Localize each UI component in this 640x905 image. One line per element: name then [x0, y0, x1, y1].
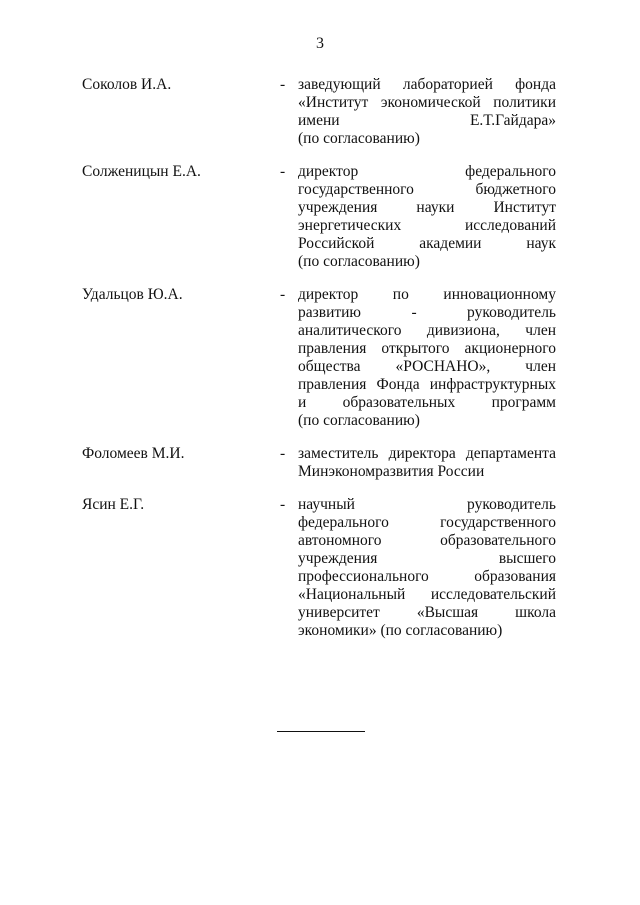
- position-text-line: директор по инновационному: [298, 286, 556, 303]
- position-text-line: университет «Высшая школа: [298, 604, 556, 621]
- member-name: Удальцов Ю.А.: [82, 286, 183, 303]
- position-text-line: (по согласованию): [298, 130, 420, 147]
- member-position: [298, 286, 556, 430]
- member-name: Соколов И.А.: [82, 76, 172, 93]
- position-text-line: Минэкономразвития России: [298, 463, 485, 480]
- position-text-line: учреждения науки Институт: [298, 199, 556, 216]
- position-text-line: (по согласованию): [298, 253, 420, 270]
- position-text-line: «Национальный исследовательский: [298, 586, 556, 603]
- member-name: Солженицын Е.А.: [82, 163, 201, 180]
- position-text-line: заведующий лабораторией фонда: [298, 76, 556, 93]
- member-position: [298, 76, 556, 148]
- member-name: Фоломеев М.И.: [82, 445, 185, 462]
- entry-dash: -: [280, 76, 286, 93]
- roster-entry: [82, 445, 560, 481]
- position-text-line: государственного бюджетного: [298, 181, 556, 198]
- position-text-line: директор федерального: [298, 163, 556, 180]
- member-roster: [82, 76, 560, 655]
- position-text-line: заместитель директора департамента: [298, 445, 556, 462]
- position-text-line: аналитического дивизиона, член: [298, 322, 556, 339]
- position-text-line: правления Фонда инфраструктурных: [298, 376, 556, 393]
- position-text-line: федерального государственного: [298, 514, 556, 531]
- position-text-line: энергетических исследований: [298, 217, 556, 234]
- entry-dash: -: [280, 163, 286, 180]
- roster-entry: [82, 76, 560, 148]
- position-text-line: автономного образовательного: [298, 532, 556, 549]
- roster-entry: [82, 286, 560, 430]
- member-name: Ясин Е.Г.: [82, 496, 145, 513]
- position-text-line: (по согласованию): [298, 412, 420, 429]
- entry-dash: -: [280, 286, 286, 303]
- position-text-line: и образовательных программ: [298, 394, 556, 411]
- position-text-line: «Институт экономической политики: [298, 94, 556, 111]
- end-of-list-rule: [277, 731, 365, 732]
- position-text-line: экономики» (по согласованию): [298, 622, 503, 639]
- entry-dash: -: [280, 445, 286, 462]
- entry-dash: -: [280, 496, 286, 513]
- member-position: [298, 163, 556, 271]
- member-position: [298, 496, 556, 640]
- roster-entry: [82, 496, 560, 640]
- position-text-line: развитию - руководитель: [298, 304, 556, 321]
- position-text-line: правления открытого акционерного: [298, 340, 556, 357]
- page-number: 3: [316, 35, 324, 52]
- position-text-line: Российской академии наук: [298, 235, 556, 252]
- roster-entry: [82, 163, 560, 271]
- position-text-line: профессионального образования: [298, 568, 556, 585]
- position-text-line: имени Е.Т.Гайдара»: [298, 112, 556, 129]
- member-position: [298, 445, 556, 481]
- position-text-line: общества «РОСНАНО», член: [298, 358, 556, 375]
- position-text-line: научный руководитель: [298, 496, 556, 513]
- position-text-line: учреждения высшего: [298, 550, 556, 567]
